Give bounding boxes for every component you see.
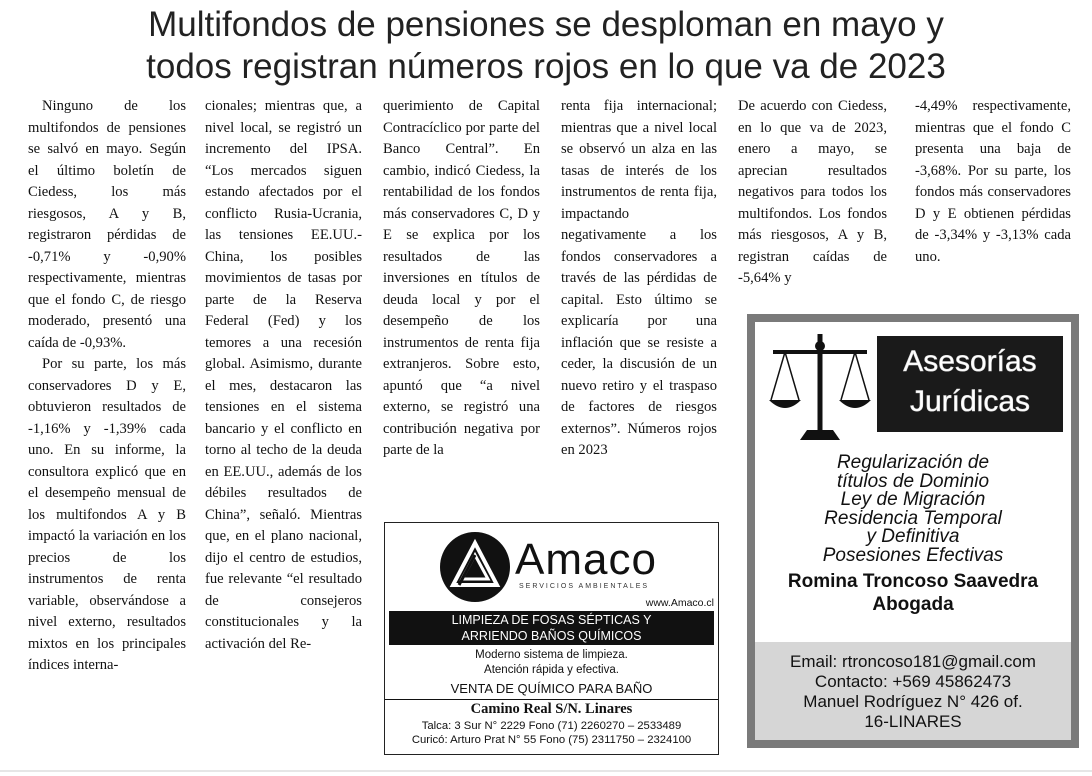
paragraph: -4,49% respectivamente, mientras que el fondo C presenta una baja de -3,68%. Por su parte, los fondos más conservadores D y E obtienen pérdidas de -3,34% y -3,13% cada uno. bbox=[915, 98, 1071, 265]
title-line-1: Asesorías bbox=[903, 345, 1037, 378]
paragraph: querimiento de Capital Contracíclico por parte del Banco Central”. En cambio, indicó Ciedess, la rentabilidad de los fondos más conservadores C, D y E se explica por los resultados de las inversiones en títulos de deuda local y por el desempeño de los instrumentos de renta fija extranjeros. Sobre esto, apuntó que “a nivel externo, se registró una contribución negativa por parte de la bbox=[383, 98, 540, 458]
paragraph: Por su parte, los más conservadores D y E, obtuvieron resultados de -1,16% y -1,39% cada uno. En su informe, la consultora explicó que en el desempeño mensual de los multifondos A y B impactó la variación en los precios de los instrumentos de renta variable, observándose a nivel externo, resultados mixtos en los principales índices interna- bbox=[28, 356, 186, 673]
lawyer-name: Romina Troncoso Saavedra bbox=[787, 571, 1039, 592]
lawyer-name-block bbox=[755, 570, 1071, 616]
amaco-logo-icon bbox=[439, 531, 511, 603]
service-line: Residencia Temporal bbox=[824, 507, 1002, 529]
article-column-6 bbox=[915, 96, 1071, 268]
page-bottom-divider bbox=[0, 770, 1092, 772]
article-column-1 bbox=[28, 96, 186, 677]
amaco-talca: Talca: 3 Sur N° 2229 Fono (71) 2260270 – 2533489 bbox=[421, 720, 682, 732]
headline-line-2: todos registran números rojos en lo que va de 2023 bbox=[146, 47, 946, 86]
service-line: Ley de Migración bbox=[840, 489, 986, 510]
lawyer-profession: Abogada bbox=[872, 594, 954, 615]
amaco-advertisement bbox=[384, 522, 719, 755]
paragraph: cionales; mientras que, a nivel local, se registró un incremento del IPSA. “Los mercados siguen estando afectados por el conflicto Rusia-Ucrania, las tensiones EE.UU.-China, los posibles movimientos de tasas por parte de la Reserva Federal (Fed) y los temores a una recesión global. Asimismo, durante el mes, destacaron las tensiones en el sistema bancario y el conflicto en torno al techo de la deuda en EE.UU., además de los débiles resultados de China”, señaló. Mientras que, en el plano nacional, dijo el centro de estudios, fue relevante “el resultado de consejeros constitucionales y la activación del Re- bbox=[205, 98, 362, 652]
contact-email: Email: rtroncoso181@gmail.com bbox=[790, 652, 1036, 671]
amaco-website: www.Amaco.cl bbox=[645, 597, 714, 609]
asesorias-services bbox=[755, 454, 1071, 565]
article-column-5 bbox=[738, 96, 887, 290]
paragraph: Ninguno de los multifondos de pensiones se salvó en mayo. Según el último boletín de Ciedess, los más riesgosos, A y B, registraron pérdidas de -0,71% y -0,90% respectivamente, mientras que el fondo C, de riesgo moderado, presentó una caída de -0,93%. bbox=[28, 98, 186, 351]
paragraph: renta fija internacional; mientras que a nivel local se observó un alza en las tasas de interés de los instrumentos de renta fija, impactando negativamente a los fondos conservadores a través de las pérdidas de capital. Esto último se explicaría por una inflación que se resiste a ceder, la discusión de un nuevo retiro y el traspaso de factores de riesgos externos”. Números rojos en 2023 bbox=[561, 98, 717, 458]
asesorias-advertisement bbox=[747, 314, 1079, 748]
contact-phone: Contacto: +569 45862473 bbox=[814, 672, 1012, 691]
feature-line-2: Atención rápida y efectiva. bbox=[484, 664, 619, 676]
band-line-2: ARRIENDO BAÑOS QUÍMICOS bbox=[461, 629, 642, 643]
page-title bbox=[0, 4, 1092, 88]
amaco-address: Camino Real S/N. Linares bbox=[470, 701, 633, 717]
feature-line-1: Moderno sistema de limpieza. bbox=[475, 649, 628, 661]
amaco-service-band bbox=[389, 611, 714, 645]
scales-of-justice-icon bbox=[765, 330, 875, 448]
asesorias-contact-block bbox=[755, 642, 1071, 740]
amaco-phones bbox=[385, 719, 718, 747]
amaco-venta: VENTA DE QUÍMICO PARA BAÑO bbox=[385, 681, 718, 700]
band-line-1: LIMPIEZA DE FOSAS SÉPTICAS Y bbox=[451, 613, 652, 627]
amaco-brand: Amaco bbox=[515, 535, 657, 584]
service-line: y Definitiva bbox=[866, 526, 960, 547]
article-column-2 bbox=[205, 96, 362, 655]
contact-address-1: Manuel Rodríguez N° 426 of. bbox=[803, 692, 1023, 711]
contact-address-2: 16-LINARES bbox=[864, 712, 962, 731]
service-line: títulos de Dominio bbox=[836, 470, 990, 492]
headline-line-1: Multifondos de pensiones se desploman en mayo y bbox=[148, 5, 944, 44]
title-line-2: Jurídicas bbox=[909, 385, 1031, 418]
amaco-subtitle: SERVICIOS AMBIENTALES bbox=[519, 583, 650, 590]
asesorias-title-box bbox=[877, 336, 1063, 432]
amaco-curico: Curicó: Arturo Prat N° 55 Fono (75) 2311750 – 2324100 bbox=[411, 734, 692, 746]
article-column-3 bbox=[383, 96, 540, 462]
asesorias-inner bbox=[755, 322, 1071, 740]
service-line: Posesiones Efectivas bbox=[822, 544, 1004, 566]
article-column-4 bbox=[561, 96, 717, 462]
service-line: Regularización de bbox=[836, 452, 990, 473]
amaco-features bbox=[385, 648, 718, 678]
paragraph: De acuerdo con Ciedess, en lo que va de 2023, enero a mayo, se aprecian resultados negativos para todos los multifondos. Los fondos más riesgosos, A y B, registran caídas de -5,64% y bbox=[738, 98, 887, 286]
